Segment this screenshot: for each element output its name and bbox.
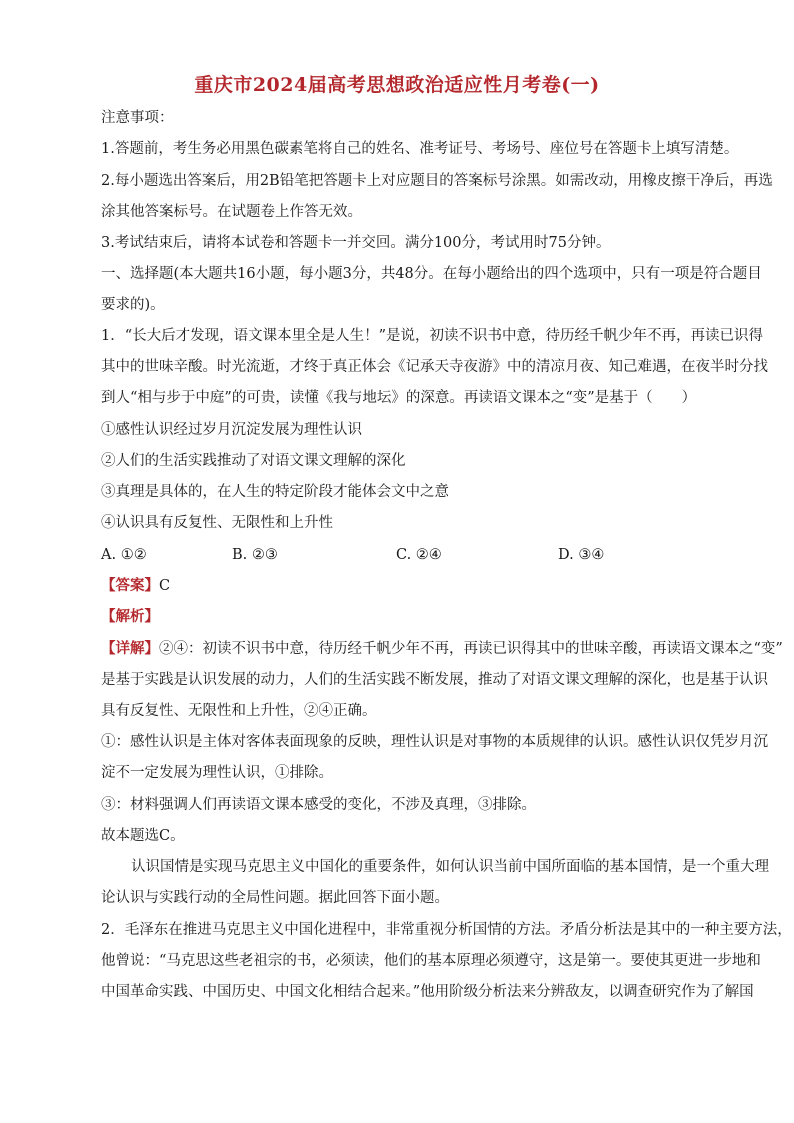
notice-item-2: 2.每小题选出答案后，用2B铅笔把答题卡上对应题目的答案标号涂黑。如需改动，用橡皮擦干净后，再选 [101,173,773,189]
q1-analysis-heading [101,607,721,627]
q1-detail-line-2: 是基于实践是认识发展的动力，人们的生活实践不断发展，推动了对语文课文理解的深化，也是基于认识 [101,672,768,688]
detail-tag: 【详解】 [101,640,159,657]
q1-stem-line-1: 1．“长大后才发现，语文课本里全是人生！”是说，初读不识书中意，待历经千帆少年不再，再读已识得 [101,328,764,344]
q1-statement-4: ④认识具有反复性、无限性和上升性 [101,515,333,531]
notice-item-2-cont: 涂其他答案标号。在试题卷上作答无效。 [101,204,362,220]
analysis-tag: 【解析】 [101,608,159,625]
q1-detail-line-1 [101,639,783,659]
q1-option-d: D. ③④ [558,547,605,563]
section-heading: 一、选择题(本大题共16小题，每小题3分，共48分。在每小题给出的四个选项中，只有一项是符合题目 [101,266,762,282]
section-heading-cont: 要求的)。 [101,297,165,313]
notice-heading: 注意事项： [101,110,174,126]
q1-detail-line-4: ①：感性认识是主体对客体表面现象的反映，理性认识是对事物的本质规律的认识。感性认识仅凭岁月沉 [101,734,768,750]
material-line-1: 认识国情是实现马克思主义中国化的重要条件，如何认识当前中国所面临的基本国情，是一个重大理 [131,859,769,875]
q1-detail-line-3: 具有反复性、无限性和上升性，②④正确。 [101,703,377,719]
q1-detail-line-7: 故本题选C。 [101,828,185,844]
material-line-2: 论认识与实践行动的全局性问题。据此回答下面小题。 [101,890,449,906]
notice-item-3: 3.考试结束后，请将本试卷和答题卡一并交回。满分100分，考试用时75分钟。 [101,235,611,251]
notice-item-1: 1.答题前，考生务必用黑色碳素笔将自己的姓名、准考证号、考场号、座位号在答题卡上填写清楚。 [101,141,739,157]
q1-statement-3: ③真理是具体的，在人生的特定阶段才能体会文中之意 [101,484,449,500]
page-title: 重庆市2024届高考思想政治适应性月考卷(一) [194,74,600,96]
q1-option-b: B. ②③ [232,547,278,563]
q1-option-a: A. ①② [101,547,147,563]
q1-option-c: C. ②④ [396,547,442,563]
q1-detail-line-6: ③：材料强调人们再读语文课本感受的变化，不涉及真理，③排除。 [101,797,536,813]
q2-stem-line-1: 2．毛泽东在推进马克思主义中国化进程中，非常重视分析国情的方法。矛盾分析法是其中的一种主要方法， [101,922,792,938]
q1-answer [101,576,721,596]
q1-statement-1: ①感性认识经过岁月沉淀发展为理性认识 [101,422,362,438]
answer-value: C [159,578,171,594]
q1-statement-2: ②人们的生活实践推动了对语文课文理解的深化 [101,453,406,469]
q2-stem-line-2: 他曾说：“马克思这些老祖宗的书，必须读，他们的基本原理必须遵守，这是第一。要使其更进一步地和 [101,953,761,969]
answer-tag: 【答案】 [101,577,159,594]
q1-detail-line-5: 淀不一定发展为理性认识，①排除。 [101,765,333,781]
q2-stem-line-3: 中国革命实践、中国历史、中国文化相结合起来。”他用阶级分析法来分辨敌友，以调查研究作为了解国 [101,984,754,1000]
q1-stem-line-2: 其中的世味辛酸。时光流逝，才终于真正体会《记承天寺夜游》中的清凉月夜、知己难遇，在夜半时分找 [101,359,768,375]
q1-stem-line-3: 到人“相与步于中庭”的可贵，读懂《我与地坛》的深意。再读语文课本之“变”是基于（ ） [101,390,697,406]
detail-text: ②④：初读不识书中意，待历经千帆少年不再，再读已识得其中的世味辛酸，再读语文课本之“变” [159,641,783,657]
